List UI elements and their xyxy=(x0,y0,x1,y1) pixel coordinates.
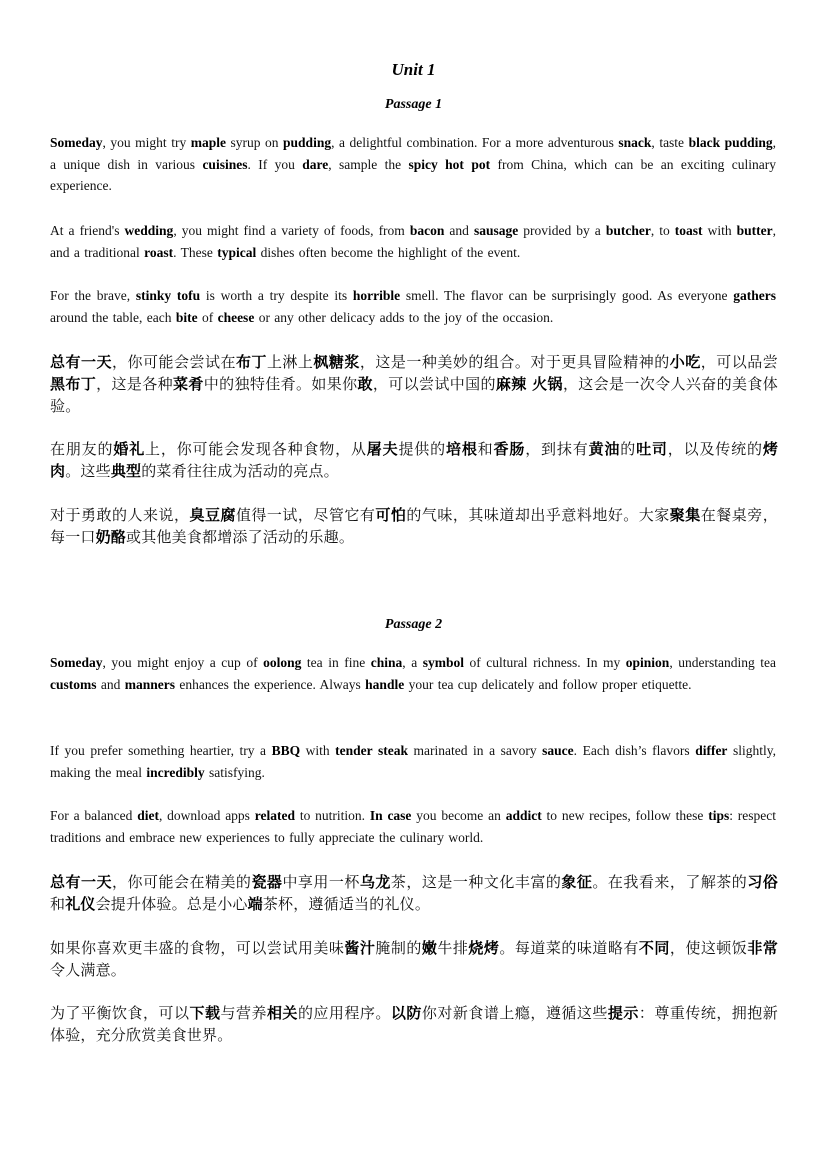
passage-2-zh-paragraph-3: 为了平衡饮食，可以下载与营养相关的应用程序。以防你对新食谱上瘾，遵循这些提示：尊重传统，拥抱新体验，充分欣赏美食世界。 xyxy=(50,1004,778,1044)
vocab-word: 端 xyxy=(247,895,263,913)
vocab-word: 臭豆腐 xyxy=(189,506,236,524)
vocab-word: opinion xyxy=(625,655,670,670)
vocab-word: 烤肉 xyxy=(50,440,779,480)
vocab-word: tender steak xyxy=(335,743,408,758)
vocab-word: related xyxy=(254,808,296,823)
vocab-word: 屠夫 xyxy=(366,440,399,458)
vocab-word: cheese xyxy=(217,309,255,325)
vocab-word: sausage xyxy=(473,223,519,238)
vocab-word: 总有一天 xyxy=(50,353,112,371)
vocab-word: 可怕 xyxy=(375,506,407,524)
vocab-word: 提示 xyxy=(607,1004,639,1022)
vocab-word: 非常 xyxy=(747,939,779,957)
vocab-word: dare xyxy=(302,156,329,172)
passage-1-en-paragraph-1: Someday, you might try maple syrup on pudding, a delightful combination. For a more adventurous snack, taste black pudding, a unique dish in various cuisines. If you dare, sample the spicy hot pot from China, which can be an exciting culinary experience. xyxy=(50,135,777,193)
vocab-word: 聚集 xyxy=(669,506,701,524)
vocab-word: BBQ xyxy=(271,743,301,758)
vocab-word: manners xyxy=(124,676,175,692)
vocab-word: butcher xyxy=(605,223,651,238)
vocab-word: horrible xyxy=(352,288,401,303)
vocab-word: 烧烤 xyxy=(468,939,500,957)
vocab-word: customs xyxy=(50,676,97,692)
passage-2-title: Passage 2 xyxy=(384,617,443,632)
vocab-word: 培根 xyxy=(445,440,478,458)
vocab-word: pudding xyxy=(283,135,332,150)
vocab-word: oolong xyxy=(263,655,302,670)
vocab-word: gathers xyxy=(733,288,777,303)
vocab-word: toast xyxy=(674,223,703,238)
vocab-word: handle xyxy=(365,676,405,692)
vocab-word: 乌龙 xyxy=(359,873,391,891)
vocab-word: black pudding xyxy=(688,135,773,150)
vocab-word: 习俗 xyxy=(747,873,779,891)
vocab-word: Someday xyxy=(50,135,103,150)
vocab-word: symbol xyxy=(422,655,464,670)
passage-2-en-paragraph-1: Someday, you might enjoy a cup of oolong tea in fine china, a symbol of cultural richness. In my opinion, understanding tea customs and manners enhances the experience. Always handle your tea cup delicately and follow proper etiquette. xyxy=(50,655,776,692)
vocab-word: wedding xyxy=(124,223,174,238)
vocab-word: 嫩 xyxy=(421,939,438,957)
vocab-word: 香肠 xyxy=(493,440,526,458)
passage-1-en-paragraph-3: For the brave, stinky tofu is worth a try despite its horrible smell. The flavor can be surprisingly good. As everyone gathers around the table, each bite of cheese or any other delicacy adds to the joy of the occasion. xyxy=(50,288,777,325)
vocab-word: china xyxy=(370,655,403,670)
passage-1-zh-paragraph-2: 在朋友的婚礼上，你可能会发现各种食物，从屠夫提供的培根和香肠，到抹有黄油的吐司，以及传统的烤肉。这些典型的菜肴往往成为活动的亮点。 xyxy=(50,440,779,480)
vocab-word: maple xyxy=(190,135,226,150)
vocab-word: 小吃 xyxy=(669,353,701,371)
vocab-word: typical xyxy=(217,244,257,260)
vocab-word: 奶酪 xyxy=(95,528,127,546)
vocab-word: 礼仪 xyxy=(65,895,96,913)
vocab-word: 敢 xyxy=(357,375,373,393)
vocab-word: differ xyxy=(695,743,728,758)
vocab-word: bacon xyxy=(409,223,445,238)
vocab-word: 枫糖浆 xyxy=(313,353,360,371)
vocab-word: stinky tofu xyxy=(135,288,201,303)
vocab-word: tips xyxy=(708,808,730,823)
vocab-word: 下载 xyxy=(189,1004,221,1022)
passage-1-title: Passage 1 xyxy=(384,97,443,112)
vocab-word: 黑布丁 xyxy=(50,375,97,393)
vocab-word: 婚礼 xyxy=(113,440,146,458)
passage-2-en-paragraph-3: For a balanced diet, download apps related to nutrition. In case you become an addict to new recipes, follow these tips: respect traditions and embrace new experiences to fully appreciate the culinary world. xyxy=(50,808,777,845)
passage-2-zh-paragraph-2: 如果你喜欢更丰盛的食物，可以尝试用美味酱汁腌制的嫩牛排烧烤。每道菜的味道略有不同，使这顿饭非常令人满意。 xyxy=(50,939,779,979)
unit-title: Unit 1 xyxy=(391,60,436,79)
vocab-word: incredibly xyxy=(146,764,205,780)
vocab-word: 总有一天 xyxy=(50,873,112,891)
passage-2-zh-paragraph-1: 总有一天，你可能会在精美的瓷器中享用一杯乌龙茶，这是一种文化丰富的象征。在我看来，了解茶的习俗和礼仪会提升体验。总是小心端茶杯，遵循适当的礼仪。 xyxy=(50,873,779,913)
vocab-word: 象征 xyxy=(561,873,593,891)
vocab-word: cuisines xyxy=(202,156,248,172)
vocab-word: 黄油 xyxy=(588,440,621,458)
vocab-word: 相关 xyxy=(266,1004,298,1022)
vocab-word: 以防 xyxy=(390,1004,422,1022)
vocab-word: bite xyxy=(175,309,198,325)
vocab-word: 菜肴 xyxy=(173,375,204,393)
vocab-word: diet xyxy=(137,808,159,823)
vocab-word: 布丁 xyxy=(235,353,267,371)
vocab-word: 吐司 xyxy=(636,440,668,458)
vocab-word: roast xyxy=(144,244,174,260)
vocab-word: In case xyxy=(369,808,412,823)
passage-2-en-paragraph-2: If you prefer something heartier, try a BBQ with tender steak marinated in a savory sauce. Each dish’s flavors differ slightly, making the meal incredibly satisfying. xyxy=(50,743,776,780)
passage-1-zh-paragraph-1: 总有一天，你可能会尝试在布丁上淋上枫糖浆，这是一种美妙的组合。对于更具冒险精神的小吃，可以品尝黑布丁，这是各种菜肴中的独特佳肴。如果你敢，可以尝试中国的麻辣 火锅，这会是一次令人兴奋的美食体验。 xyxy=(50,353,778,415)
passage-1-zh-paragraph-3: 对于勇敢的人来说，臭豆腐值得一试，尽管它有可怕的气味，其味道却出乎意料地好。大家聚集在餐桌旁，每一口奶酪或其他美食都增添了活动的乐趣。 xyxy=(50,506,778,546)
vocab-word: snack xyxy=(618,135,652,150)
vocab-word: 不同 xyxy=(638,939,670,957)
vocab-word: addict xyxy=(505,808,542,823)
vocab-word: 瓷器 xyxy=(251,873,283,891)
vocab-word: 酱汁 xyxy=(344,939,376,957)
passage-1-en-paragraph-2: At a friend's wedding, you might find a variety of foods, from bacon and sausage provided by a butcher, to toast with butter, and a traditional roast. These typical dishes often become the highlight of the event. xyxy=(50,223,776,260)
vocab-word: spicy hot pot xyxy=(408,156,491,172)
vocab-word: 典型 xyxy=(110,462,142,480)
vocab-word: Someday xyxy=(50,655,103,670)
vocab-word: sauce xyxy=(542,743,574,758)
vocab-word: 麻辣 火锅 xyxy=(495,375,563,393)
vocab-word: butter xyxy=(736,223,773,238)
